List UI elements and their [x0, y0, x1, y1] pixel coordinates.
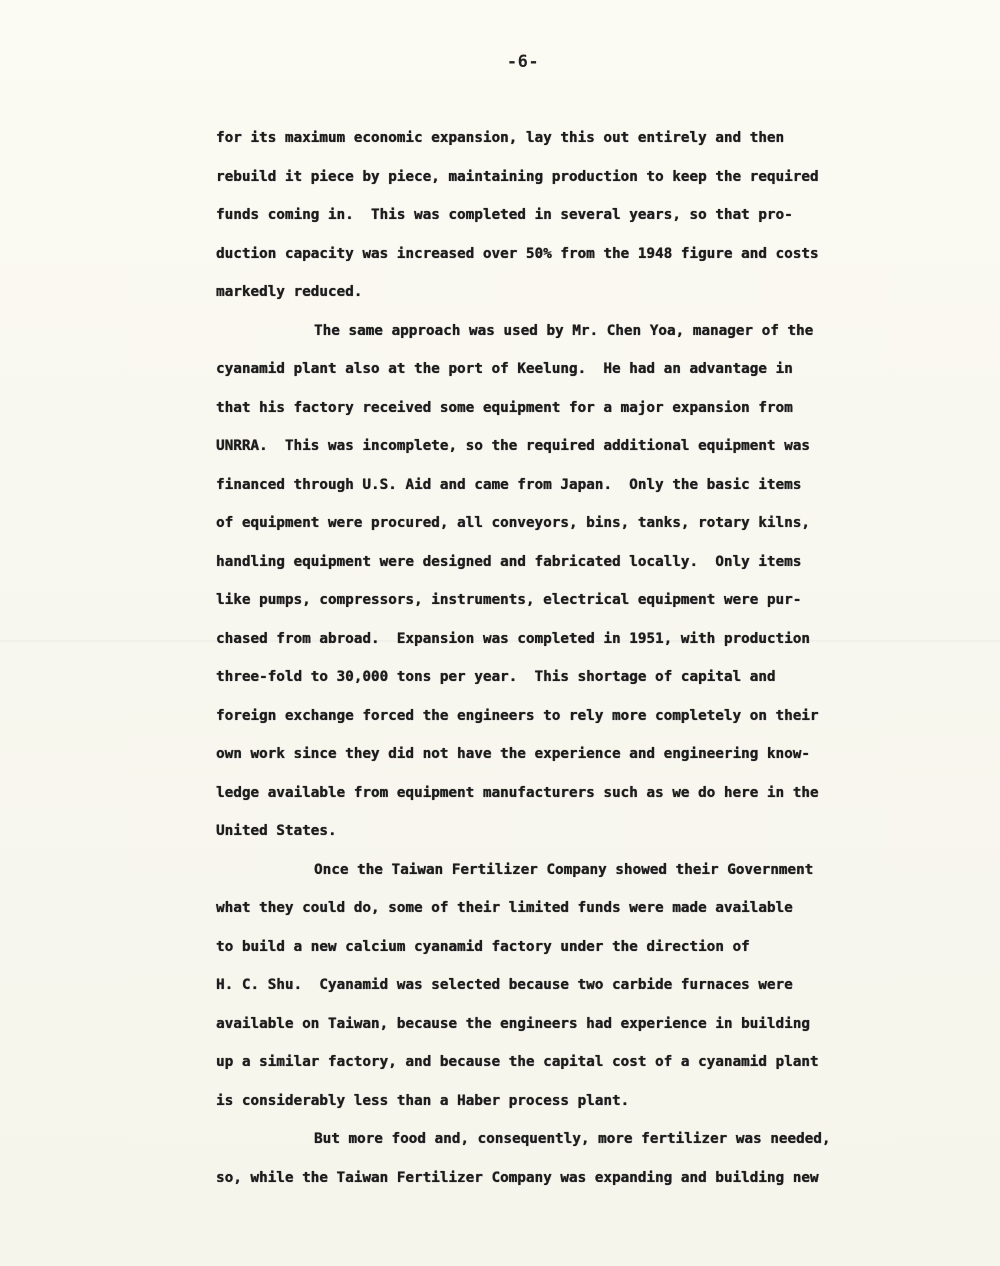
text-line: for its maximum economic expansion, lay this out entirely and then — [216, 130, 785, 146]
text-line: available on Taiwan, because the engineers had experience in building — [216, 1015, 810, 1032]
text-line: funds coming in. This was completed in several years, so that pro- — [216, 207, 793, 223]
paragraph-2 — [216, 312, 906, 851]
text-line: what they could do, some of their limited funds were made available — [216, 900, 793, 916]
paragraph-4 — [216, 1120, 906, 1197]
text-line: three-fold to 30,000 tons per year. This shortage of capital and — [216, 669, 776, 685]
text-line: ledge available from equipment manufacturers such as we do here in the — [216, 784, 819, 801]
text-line: duction capacity was increased over 50% from the 1948 figure and costs — [216, 245, 819, 262]
page-number: -6- — [506, 52, 540, 72]
paragraph-3 — [216, 851, 906, 1121]
text-line: handling equipment were designed and fabricated locally. Only items — [216, 553, 802, 570]
text-line: financed through U.S. Aid and came from Japan. Only the basic items — [216, 476, 802, 493]
text-line: like pumps, compressors, instruments, electrical equipment were pur- — [216, 592, 802, 608]
text-line: is considerably less than a Haber process plant. — [216, 1092, 630, 1109]
text-line: to build a new calcium cyanamid factory under the direction of — [216, 938, 750, 955]
text-line: own work since they did not have the experience and engineering know- — [216, 746, 810, 762]
text-line: UNRRA. This was incomplete, so the required additional equipment was — [216, 438, 810, 454]
text-line: of equipment were procured, all conveyors, bins, tanks, rotary kilns, — [216, 515, 810, 531]
text-line: so, while the Taiwan Fertilizer Company was expanding and building new — [216, 1169, 819, 1186]
text-line: rebuild it piece by piece, maintaining production to keep the required — [216, 168, 819, 185]
text-line: that his factory received some equipment for a major expansion from — [216, 399, 793, 416]
text-line: H. C. Shu. Cyanamid was selected because two carbide furnaces were — [216, 977, 793, 993]
text-line: The same approach was used by Mr. Chen Yoa, manager of the — [314, 322, 814, 339]
text-line: up a similar factory, and because the capital cost of a cyanamid plant — [216, 1054, 819, 1070]
text-line: cyanamid plant also at the port of Keelung. He had an advantage in — [216, 361, 793, 377]
text-line: But more food and, consequently, more fertilizer was needed, — [314, 1131, 831, 1147]
text-line: markedly reduced. — [216, 284, 363, 300]
text-line: Once the Taiwan Fertilizer Company showed their Government — [314, 861, 814, 878]
text-line: chased from abroad. Expansion was completed in 1951, with production — [216, 630, 810, 647]
text-line: United States. — [216, 823, 337, 839]
body-text — [216, 119, 906, 1197]
text-line: foreign exchange forced the engineers to rely more completely on their — [216, 707, 819, 724]
paragraph-1 — [216, 119, 906, 312]
